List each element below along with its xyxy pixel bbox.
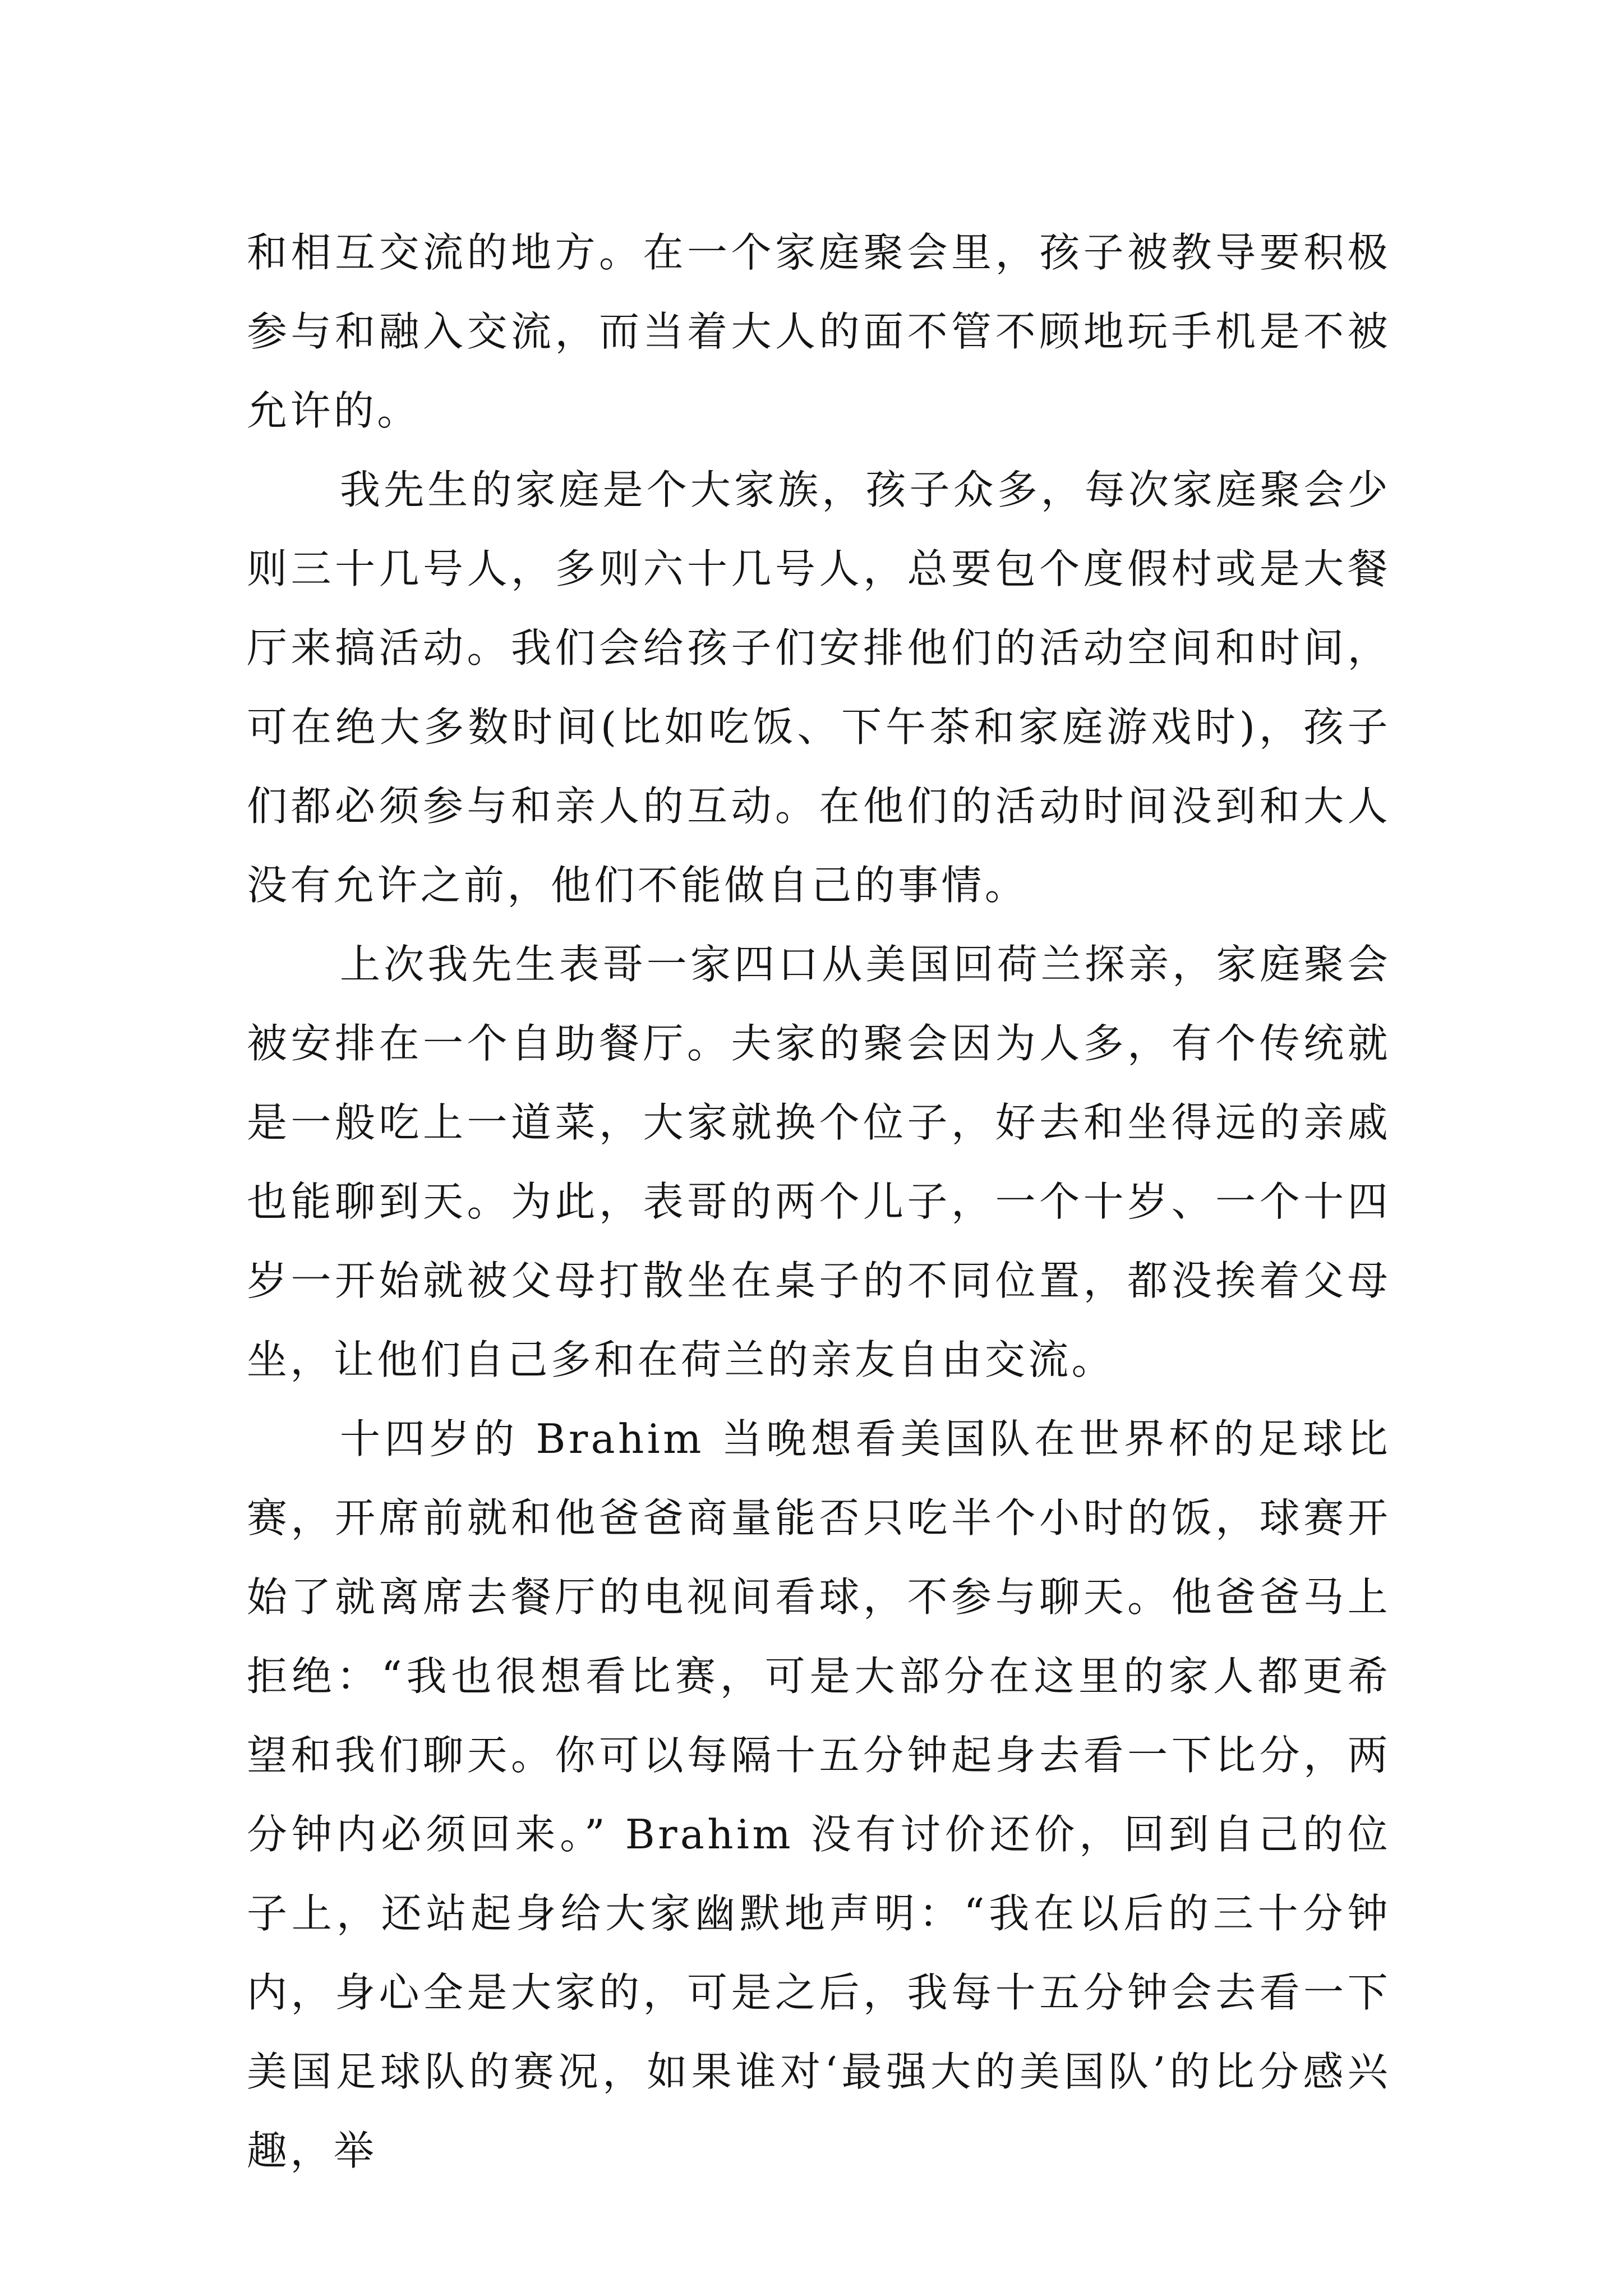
paragraph-3: 上次我先生表哥一家四口从美国回荷兰探亲，家庭聚会被安排在一个自助餐厅。夫家的聚会因为人多，有个传统就是一般吃上一道菜，大家就换个位子，好去和坐得远的亲戚也能聊到天。为此，表哥的两个儿子，一个十岁、一个十四岁一开始就被父母打散坐在桌子的不同位置，都没挨着父母坐，让他们自己多和在荷兰的亲友自由交流。 (247, 941, 1391, 1383)
article-body (247, 213, 1391, 2191)
paragraph-4: 十四岁的 Brahim 当晚想看美国队在世界杯的足球比赛，开席前就和他爸爸商量能否只吃半个小时的饭，球赛开始了就离席去餐厅的电视间看球，不参与聊天。他爸爸马上拒绝：“我也很想看比赛，可是大部分在这里的家人都更希望和我们聊天。你可以每隔十五分钟起身去看一下比分，两分钟内必须回来。” Brahim 没有讨价还价，回到自己的位子上，还站起身给大家幽默地声明：“我在以后的三十分钟内，身心全是大家的，可是之后，我每十五分钟会去看一下美国足球队的赛况，如果谁对‘最强大的美国队’的比分感兴趣，举 (247, 1415, 1391, 2174)
paragraph-1: 和相互交流的地方。在一个家庭聚会里，孩子被教导要积极参与和融入交流，而当着大人的面不管不顾地玩手机是不被允许的。 (247, 229, 1391, 434)
paragraph-2: 我先生的家庭是个大家族，孩子众多，每次家庭聚会少则三十几号人，多则六十几号人，总要包个度假村或是大餐厅来搞活动。我们会给孩子们安排他们的活动空间和时间，可在绝大多数时间(比如吃饭、下午茶和家庭游戏时)，孩子们都必须参与和亲人的互动。在他们的活动时间没到和大人没有允许之前，他们不能做自己的事情。 (247, 466, 1391, 909)
